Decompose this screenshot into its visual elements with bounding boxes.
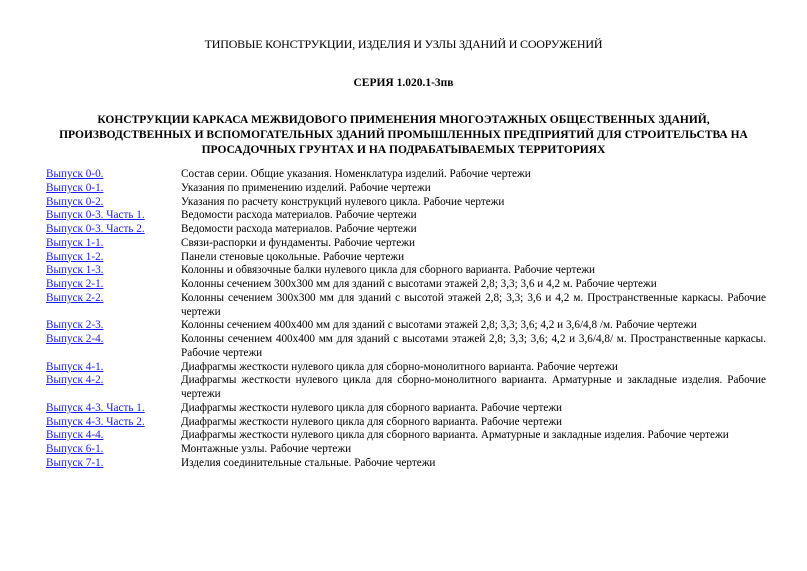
issue-link-cell xyxy=(46,374,181,388)
list-item xyxy=(46,168,766,182)
issue-link[interactable]: Выпуск 0-1. xyxy=(46,181,104,194)
issue-description: Колонны и обвязочные балки нулевого цикла для сборного варианта. Рабочие чертежи xyxy=(181,264,596,277)
list-item xyxy=(46,292,766,320)
issue-description: Колонны сечением 300x300 мм для зданий с высотами этажей 2,8; 3,3; 3,6 и 4,2 м. Рабочие чертежи xyxy=(181,278,657,290)
issue-description: Состав серии. Общие указания. Номенклатура изделий. Рабочие чертежи xyxy=(181,168,531,180)
issue-description: Колонны сечением 400x400 мм для зданий с высотами этажей 2,8; 3,3; 3,6; 4,2 и 3,6/4,8/ м. Пространственные каркасы. Рабочие чертежи xyxy=(181,333,766,359)
issue-link-cell xyxy=(46,292,181,306)
issue-link-cell xyxy=(46,429,181,443)
issue-description: Колонны сечением 400x400 мм для зданий с высотами этажей 2,8; 3,3; 3,6; 4,2 и 3,6/4,8 /м. Рабочие чертежи xyxy=(181,319,697,332)
issue-link[interactable]: Выпуск 0-3. Часть 1. xyxy=(46,209,145,222)
issue-link[interactable]: Выпуск 2-4. xyxy=(46,333,104,345)
issue-description: Указания по расчету конструкций нулевого цикла. Рабочие чертежи xyxy=(181,195,505,208)
issue-link-cell xyxy=(46,443,181,457)
issue-description: Указания по применению изделий. Рабочие чертежи xyxy=(181,181,431,194)
list-item xyxy=(46,361,766,375)
issue-list xyxy=(46,168,766,471)
issue-link-cell xyxy=(46,209,181,223)
list-item xyxy=(46,278,766,292)
issue-link-cell xyxy=(46,182,181,196)
issue-link[interactable]: Выпуск 4-1. xyxy=(46,360,104,373)
issue-link-cell xyxy=(46,457,181,471)
issue-link[interactable]: Выпуск 6-1. xyxy=(46,443,104,455)
issue-link-cell xyxy=(46,278,181,292)
list-item xyxy=(46,251,766,265)
issue-link[interactable]: Выпуск 0-0. xyxy=(46,168,104,180)
list-item xyxy=(46,264,766,278)
issue-link[interactable]: Выпуск 2-1. xyxy=(46,278,104,290)
issue-description: Панели стеновые цокольные. Рабочие чертежи xyxy=(181,250,405,263)
issue-link[interactable]: Выпуск 7-1. xyxy=(46,456,104,469)
list-item xyxy=(46,209,766,223)
list-item xyxy=(46,196,766,210)
issue-link[interactable]: Выпуск 1-1. xyxy=(46,236,104,249)
issue-link[interactable]: Выпуск 0-2. xyxy=(46,195,104,208)
issue-link-cell xyxy=(46,251,181,265)
issue-description: Диафрагмы жесткости нулевого цикла для сборно-монолитного варианта. Арматурные и закладные изделия. Рабочие чертежи xyxy=(181,374,766,400)
issue-link[interactable]: Выпуск 2-2. xyxy=(46,291,104,304)
issue-link[interactable]: Выпуск 4-2. xyxy=(46,374,104,387)
issue-description: Монтажные узлы. Рабочие чертежи xyxy=(181,443,352,455)
issue-link[interactable]: Выпуск 1-3. xyxy=(46,264,104,277)
issue-description: Диафрагмы жесткости нулевого цикла для сборно-монолитного варианта. Рабочие чертежи xyxy=(181,360,618,373)
list-item xyxy=(46,237,766,251)
list-item xyxy=(46,374,766,402)
list-item xyxy=(46,429,766,443)
issue-description: Изделия соединительные стальные. Рабочие чертежи xyxy=(181,456,436,469)
issue-link-cell xyxy=(46,402,181,416)
issue-description: Ведомости расхода материалов. Рабочие чертежи xyxy=(181,223,417,235)
catalog-heading: ТИПОВЫЕ КОНСТРУКЦИИ, ИЗДЕЛИЯ И УЗЛЫ ЗДАНИЙ И СООРУЖЕНИЙ xyxy=(204,37,603,51)
issue-link-cell xyxy=(46,264,181,278)
list-item xyxy=(46,319,766,333)
list-item xyxy=(46,333,766,361)
issue-link-cell xyxy=(46,237,181,251)
issue-description: Колонны сечением 300x300 мм для зданий с высотой этажей 2,8; 3,3; 3,6 и 4,2 м. Пространственные каркасы. Рабочие чертежи xyxy=(181,291,766,318)
list-item xyxy=(46,223,766,237)
issue-link-cell xyxy=(46,416,181,430)
series-number: СЕРИЯ 1.020.1-3пв xyxy=(353,77,454,89)
issue-link-cell xyxy=(46,196,181,210)
issue-description: Диафрагмы жесткости нулевого цикла для сборного варианта. Арматурные и закладные изделия. Рабочие чертежи xyxy=(181,429,729,442)
issue-description: Диафрагмы жесткости нулевого цикла для сборного варианта. Рабочие чертежи xyxy=(181,415,563,428)
issue-link[interactable]: Выпуск 2-3. xyxy=(46,319,104,332)
issue-link-cell xyxy=(46,168,181,182)
list-item xyxy=(46,402,766,416)
issue-link-cell xyxy=(46,361,181,375)
issue-description: Ведомости расхода материалов. Рабочие чертежи xyxy=(181,209,417,222)
series-title: КОНСТРУКЦИИ КАРКАСА МЕЖВИДОВОГО ПРИМЕНЕНИЯ МНОГОЭТАЖНЫХ ОБЩЕСТВЕННЫХ ЗДАНИЙ, ПРОИЗВОДСТВЕННЫХ И ВСПОМОГАТЕЛЬНЫХ ЗДАНИЙ ПРОМЫШЛЕННЫХ ПРЕДПРИЯТИЙ ДЛЯ СТРОИТЕЛЬСТВА НА ПРОСАДОЧНЫХ ГРУНТАХ И НА ПОДРАБАТЫВАЕМЫХ ТЕРРИТОРИЯХ xyxy=(59,114,748,156)
issue-link[interactable]: Выпуск 4-3. Часть 1. xyxy=(46,401,145,414)
issue-link-cell xyxy=(46,319,181,333)
issue-link[interactable]: Выпуск 4-3. Часть 2. xyxy=(46,415,145,428)
issue-link[interactable]: Выпуск 1-2. xyxy=(46,250,104,263)
list-item xyxy=(46,182,766,196)
issue-link-cell xyxy=(46,223,181,237)
issue-description: Связи-распорки и фундаменты. Рабочие чертежи xyxy=(181,236,415,249)
issue-link-cell xyxy=(46,333,181,347)
list-item xyxy=(46,416,766,430)
issue-link[interactable]: Выпуск 0-3. Часть 2. xyxy=(46,223,145,235)
list-item xyxy=(46,443,766,457)
issue-description: Диафрагмы жесткости нулевого цикла для сборного варианта. Рабочие чертежи xyxy=(181,401,563,414)
issue-link[interactable]: Выпуск 4-4. xyxy=(46,429,104,442)
list-item xyxy=(46,457,766,471)
